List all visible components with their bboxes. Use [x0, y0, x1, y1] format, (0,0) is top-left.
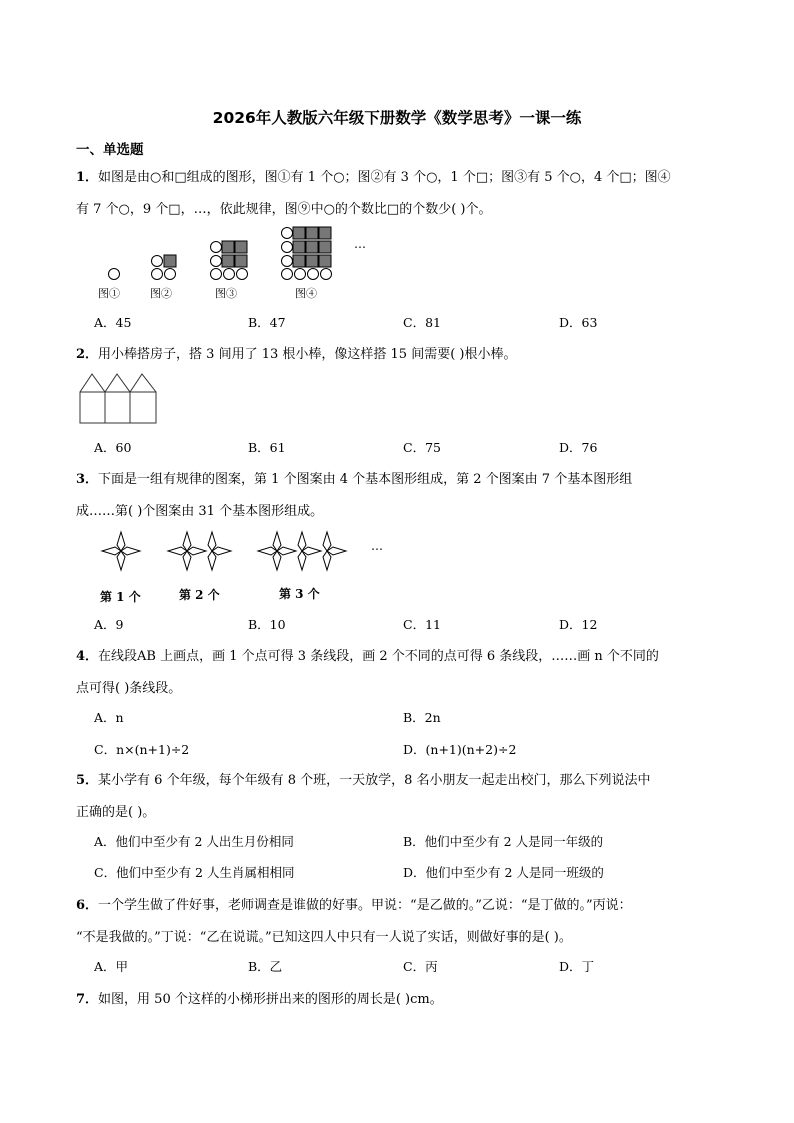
diamond-shape — [117, 532, 125, 551]
square-shape — [222, 241, 234, 253]
question-5-line-2: 正确的是( )。 — [76, 805, 156, 820]
circle-shape — [282, 256, 293, 267]
option-a[interactable]: A．甲 — [94, 959, 129, 974]
diamond-shape — [208, 551, 216, 570]
circle-shape — [211, 242, 222, 253]
diamond-shape — [323, 532, 331, 551]
option-a[interactable]: A．45 — [94, 315, 132, 330]
circle-shape — [152, 256, 163, 267]
square-shape — [235, 255, 247, 267]
option-a[interactable]: A．n — [94, 710, 124, 725]
square-shape — [293, 241, 305, 253]
diamond-shape — [187, 547, 206, 555]
question-number: 2． — [76, 347, 99, 362]
option-d[interactable]: D．12 — [559, 617, 598, 632]
option-d[interactable]: D．(n+1)(n+2)÷2 — [403, 742, 517, 757]
circle-shape — [211, 269, 222, 280]
ellipsis: … — [371, 539, 383, 553]
diamond-shape — [117, 551, 125, 570]
question-number: 1． — [76, 170, 99, 185]
square-shape — [319, 227, 331, 239]
diamond-shape — [327, 547, 346, 555]
question-3-figure — [94, 526, 394, 608]
question-text: 某小学有 6 个年级，每个年级有 8 个班，一天放学，8 名小朋友一起走出校门，那么下列说法中 — [98, 773, 651, 788]
question-7-line-1 — [76, 988, 443, 1007]
question-number: 3． — [76, 472, 99, 487]
figure-label: 图① — [98, 287, 120, 300]
question-2-figure — [78, 372, 160, 426]
diamond-shape — [277, 547, 296, 555]
square-shape — [306, 227, 318, 239]
question-text: 一个学生做了件好事，老师调查是谁做的好事。甲说：“是乙做的。”乙说：“是丁做的。”丙说： — [98, 898, 632, 913]
question-5-line-1 — [76, 769, 651, 788]
diamond-shape — [298, 551, 306, 570]
option-b[interactable]: B．2n — [403, 710, 441, 725]
circle-shape — [165, 269, 176, 280]
option-d[interactable]: D．63 — [559, 315, 598, 330]
square-shape — [235, 241, 247, 253]
option-d[interactable]: D．76 — [559, 440, 598, 455]
circle-shape — [224, 269, 235, 280]
circle-shape — [282, 242, 293, 253]
diamond-shape — [168, 547, 187, 555]
diamond-shape — [183, 551, 191, 570]
option-a[interactable]: A．9 — [94, 617, 124, 632]
diamond-shape — [183, 532, 191, 551]
figure-label: 图② — [150, 287, 172, 300]
option-c[interactable]: C．丙 — [403, 959, 438, 974]
square-shape — [293, 255, 305, 267]
option-a[interactable]: A．60 — [94, 440, 132, 455]
ellipsis: … — [354, 237, 366, 251]
circle-shape — [109, 269, 120, 280]
figure-label: 第 1 个 — [100, 590, 141, 604]
option-b[interactable]: B．47 — [248, 315, 286, 330]
figure-label: 第 2 个 — [179, 588, 220, 602]
square-shape — [293, 227, 305, 239]
question-6-line-1 — [76, 894, 632, 913]
question-6-line-2: “不是我做的。”丁说：“乙在说谎。”已知这四人中只有一人说了实话，则做好事的是( )。 — [76, 930, 572, 945]
circle-shape — [321, 269, 332, 280]
diamond-shape — [273, 551, 281, 570]
question-number: 6． — [76, 898, 99, 913]
diamond-shape — [298, 532, 306, 551]
question-number: 4． — [76, 649, 99, 664]
circle-shape — [211, 256, 222, 267]
option-b[interactable]: B．61 — [248, 440, 286, 455]
question-number: 5． — [76, 773, 99, 788]
diamond-shape — [273, 532, 281, 551]
square-shape — [306, 255, 318, 267]
option-d[interactable]: D．他们中至少有 2 人是同一班级的 — [403, 865, 604, 880]
option-c[interactable]: C．他们中至少有 2 人生肖属相相同 — [94, 865, 295, 880]
figure-label: 第 3 个 — [279, 587, 320, 601]
circle-shape — [282, 269, 293, 280]
diamond-shape — [302, 547, 321, 555]
circle-shape — [282, 228, 293, 239]
question-text: 如图是由○和□组成的图形，图①有 1 个○；图②有 3 个○，1 个□；图③有 5 个○，4 个□；图④ — [98, 170, 671, 185]
option-c[interactable]: C．n×(n+1)÷2 — [94, 742, 190, 757]
diamond-shape — [208, 532, 216, 551]
option-b[interactable]: B．10 — [248, 617, 286, 632]
circle-shape — [237, 269, 248, 280]
diamond-shape — [212, 547, 231, 555]
diamond-shape — [102, 547, 121, 555]
diamond-shape — [121, 547, 140, 555]
question-text: 如图，用 50 个这样的小梯形拼出来的图形的周长是( )cm。 — [98, 992, 443, 1007]
question-1-line-2: 有 7 个○，9 个□，…，依此规律，图⑨中○的个数比□的个数少( )个。 — [76, 202, 492, 217]
question-text: 在线段AB 上画点，画 1 个点可得 3 条线段，画 2 个不同的点可得 6 条线段，……画 n 个不同的 — [98, 649, 659, 664]
question-1-line-1 — [76, 166, 671, 185]
square-shape — [319, 255, 331, 267]
option-c[interactable]: C．75 — [403, 440, 441, 455]
question-3-line-2: 成……第( )个图案由 31 个基本图形组成。 — [76, 504, 324, 519]
question-3-line-1 — [76, 468, 632, 487]
question-text: 下面是一组有规律的图案，第 1 个图案由 4 个基本图形组成，第 2 个图案由 7 个基本图形组 — [98, 472, 633, 487]
option-c[interactable]: C．81 — [403, 315, 441, 330]
option-b[interactable]: B．乙 — [248, 959, 283, 974]
option-c[interactable]: C．11 — [403, 617, 441, 632]
figure-label: 图③ — [215, 287, 237, 300]
option-a[interactable]: A．他们中至少有 2 人出生月份相同 — [94, 834, 294, 849]
question-4-line-1 — [76, 645, 659, 664]
square-shape — [164, 255, 176, 267]
circle-shape — [295, 269, 306, 280]
question-text: 用小棒搭房子，搭 3 间用了 13 根小棒，像这样搭 15 间需要( )根小棒。 — [98, 347, 517, 362]
question-2-line-1 — [76, 343, 516, 362]
circle-shape — [308, 269, 319, 280]
diamond-shape — [323, 551, 331, 570]
option-b[interactable]: B．他们中至少有 2 人是同一年级的 — [403, 834, 604, 849]
square-shape — [319, 241, 331, 253]
square-shape — [306, 241, 318, 253]
square-shape — [222, 255, 234, 267]
circle-shape — [152, 269, 163, 280]
houses-roof — [80, 374, 156, 392]
figure-label: 图④ — [295, 287, 317, 300]
section-heading: 一、单选题 — [76, 142, 144, 158]
question-4-line-2: 点可得( )条线段。 — [76, 681, 182, 696]
question-number: 7． — [76, 992, 99, 1007]
option-d[interactable]: D．丁 — [559, 959, 595, 974]
diamond-shape — [258, 547, 277, 555]
question-1-figure — [90, 222, 390, 304]
page-title: 2026年人教版六年级下册数学《数学思考》一课一练 — [212, 109, 582, 127]
houses-base — [80, 392, 156, 423]
